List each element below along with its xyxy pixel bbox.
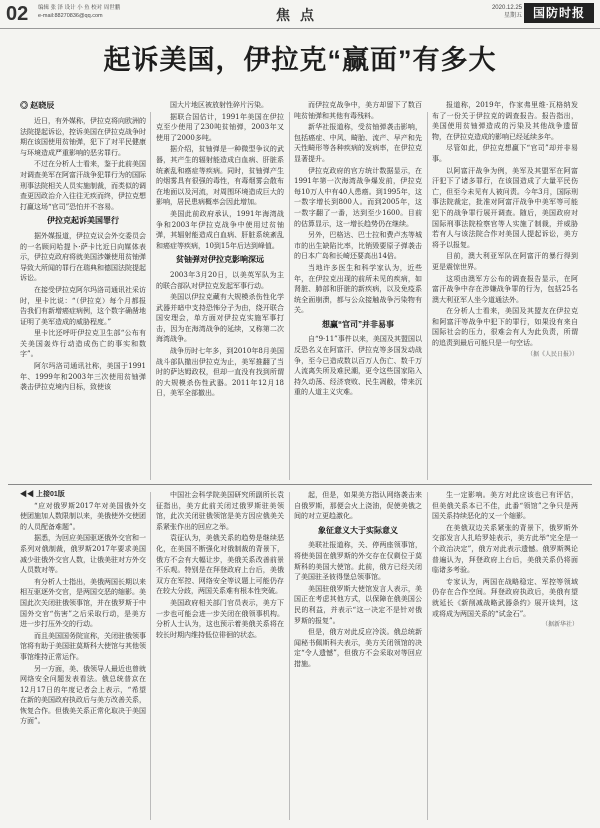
continued-column-4 — [432, 490, 578, 820]
paragraph: 美国驻俄罗斯大使馆发言人表示，美国正在考虑其他方式，以保障在俄美国公民的利益，并表示“这一决定不是针对俄罗斯的报复”。 — [294, 584, 422, 625]
paragraph: 而伊拉克战争中，美方却留下了数百吨贫铀弹和其他有毒残料。 — [294, 101, 422, 120]
newspaper-logo: 国防时报 — [524, 3, 594, 23]
paragraph: 阿尔玛洛司通讯社称，美国于1991年、1999年和2003年三次使用贫铀弹袭击伊拉克境内目标，致使该 — [20, 362, 146, 392]
paragraph: 美国此前政府承认，1991年海湾战争和2003年伊拉克战争中使用过贫铀弹，其辐射能造成白血病、肝脏系统紊乱和癌症等疾病，10到15年后达到峰值。 — [156, 209, 284, 250]
subheading: 想赢“官司”并非易事 — [322, 319, 394, 329]
column-divider — [150, 112, 151, 480]
continued-column-3 — [294, 490, 422, 820]
paragraph: 中国社会科学院美国研究所副所长袁征指出，美方此前关闭过俄罗斯驻美领馆，此次关闭驻俄领馆是美方因应俄美关系紧张作出的回应之举。 — [156, 491, 284, 531]
paragraph: 起，但是，如果美方指认网络袭击来自俄罗斯，那便会火上浇油，促使美俄之间的对立更趋激化。 — [294, 491, 422, 521]
paragraph: 在美俄双边关系紧张的背景下，俄罗斯外交部发言人扎哈罗娃表示，美方此举“完全是一个政治决定”，俄方对此表示遗憾。俄罗斯舆论普遍认为，拜登政府上台后，美俄关系仍将面临诸多考验。 — [432, 523, 578, 575]
paragraph: 专家认为，两国在战略稳定、军控等领域仍存在合作空间。拜登政府执政后，美俄有望就延长《新削减战略武器条约》展开谈判，这或将成为两国关系的“试金石”。 — [432, 577, 578, 618]
paragraph: 这项由澳军方公布的调查报告显示，在阿富汗战争中存在涉嫌战争罪的行为，包括25名澳大利亚军人坐今道通法外。 — [432, 274, 578, 304]
source-credit: （据新华社） — [541, 621, 578, 629]
paragraph: 新华社报道称，受贫铀弹袭击影响，包括癌症、中风、畸胎、流产、早产和先天性畸形等各种疾病的发病率，在伊拉克显著提升。 — [294, 123, 422, 163]
section-divider — [8, 484, 592, 485]
paragraph: 而且美国国务院宣称，关闭驻俄领事馆将有助于美国驻莫斯科大使馆与其他领事馆维持正常运作。 — [20, 631, 146, 661]
column-divider — [150, 492, 151, 820]
paragraph: 美国政府相关部门官员表示，美方下一步也可能会进一步关闭在俄领事机构。分析人士认为，这也预示着美俄关系将在较长时期内维持低位徘徊的状态。 — [156, 598, 284, 639]
weekday: 星期五 — [503, 13, 522, 19]
column-divider — [427, 112, 428, 480]
paragraph: 有分析人士指出，美俄两国长期以来相互驱逐外交官，是两国交恶的缩影。美国此次关闭驻俄领事馆，并在俄罗斯于中国外交官“伤害”之后采取行动，是美方进一步打压外交的行动。 — [20, 577, 146, 629]
section-title: 焦点 — [276, 7, 324, 23]
paragraph: 战争历时七年多，到2010年8月美国战斗部队撤出伊拉克为止，美军推翻了当时的萨达姆政权，但却一直没有找到所谓的大规模杀伤性武器。2011年12月18日，美军全部撤出。 — [156, 347, 284, 398]
editor-line: 编辑 张 泽 设计 小 鱼 校对 周世鹏 — [38, 5, 121, 11]
subheading: 象征意义大于实际意义 — [318, 525, 398, 535]
paragraph: 据介绍，贫铀弹是一种微型争议的武器，其产生的辐射能造成白血病、肝脏系统紊乱和癌症等疾病。同时，贫铀弹产生的烟雾具有很强的毒性，有毒烟雾会散布在地面以及河流，对周围环境造成巨大的影响，居民患病概率会因此增加。 — [156, 145, 284, 207]
paragraph: 以阿富汗战争为例，美军及其盟军在阿富汗犯下了诸多罪行，在该国造成了大量平民伤亡，但至今未见有人被问责。今年3月，国际刑事法院裁定，批准对阿富汗战争中美军等可能犯下的战争罪行展开调查。随后，美国政府对国际刑事法院检察官等人实施了制裁，并威胁若有人与该法院合作对美国人提起诉讼，美方将予以报复。 — [432, 166, 578, 249]
source-credit: （据《人民日报》） — [526, 350, 578, 358]
paragraph: 生一定影响。美方对此应该也已有评估，但美俄关系本已不佳，此番“领馆”之争只是两国关系持续恶化的又一个缩影。 — [432, 491, 578, 521]
column-divider — [427, 492, 428, 820]
column-divider — [289, 492, 290, 820]
column-divider — [289, 112, 290, 480]
paragraph: 美国以伊拉克藏有大规模杀伤性化学武器并暗中支持恐怖分子为由，绕开联合国安理会，单方面对伊拉克实施军事打击，因为在海湾战争的延续，又称第二次海湾战争。 — [156, 293, 284, 344]
byline: ◎ 赵晓辰 — [20, 101, 55, 110]
paragraph: 报道称，2019年，作家弗里维·瓦格纳发布了一份关于伊拉克的调查报告。报告指出，美国使用贫铀弹造成的污染及其他战争遗留物，在伊拉克造成的影响已经延续多年。 — [432, 101, 578, 141]
date: 2020.12.25 — [491, 5, 522, 11]
continued-from-tag: ◀◀ 上接01版 — [20, 491, 65, 498]
paragraph: 不过在分析人士看来，鉴于此前美国对调查美军在阿富汗战争犯罪行为的国际刑事法院相关人员实施制裁，而类似的调查更因政治介入往往无疾而终，伊拉克想打赢这场“官司”恐怕并不容易。 — [20, 160, 146, 211]
paragraph: 国大片地区被放射性碎片污染。 — [170, 101, 268, 109]
paragraph: 尽管如此，伊拉克想赢下“官司”却并非易事。 — [432, 144, 578, 163]
subheading: 伊拉克起诉美国罪行 — [47, 216, 119, 226]
paragraph: “应对俄罗斯2017年对美国俄外交使团施加人数限制以来，美俄使外交使团的人员配备难题”。 — [20, 501, 146, 531]
article-column-1 — [20, 116, 146, 480]
paragraph: 在分析人士看来，美国及其盟友在伊拉克和阿富汗等战争中犯下的罪行，如果没有来自国际社会的压力，很难会有人为此负责，所谓的追责到最后可能只是一句空话。 — [432, 307, 578, 348]
paragraph: 另外，巴格达、巴士拉和费卢杰等城市的出生缺陷比率，比销毁要原子弹袭击的日本广岛和长崎还要高出14倍。 — [294, 231, 422, 261]
page-number: 02 — [6, 3, 29, 25]
editor-email: e-mail:88270836@qq.com — [38, 13, 103, 19]
article-column-3 — [294, 100, 422, 480]
paragraph: 据联合国估计，1991年美国在伊拉克至少使用了230吨贫铀弹，2003年又使用了2000多吨。 — [156, 112, 284, 142]
article-column-4 — [432, 100, 578, 480]
paragraph: 近日，有外媒称，伊拉克将向欧洲的法院提起诉讼，控诉美国在伊拉克战争时期在该国使用贫铀弹，犯下了对平民健康与环境造成严重影响的恶劣罪行。 — [20, 117, 146, 157]
headline: 起诉美国，伊拉克“赢面”有多大 — [103, 45, 497, 75]
paragraph: 但是，俄方对此反应冷淡。俄总统新闻秘书佩斯科夫表示，美方关闭领馆的决定“令人遗憾”，但俄方不会采取对等回应措施。 — [294, 628, 422, 668]
paragraph: 2003年3月20日，以美英军队为主的联合部队对伊拉克发起军事行动。 — [156, 270, 284, 290]
paragraph: 另一方面，美、俄领导人最近也曾就网络安全问题发表看法。俄总统普京在12月17日的年度记者会上表示，“希望在新的美国政府执政后与美方改善关系，恢复合作。但俄美关系正常化取决于美国方面”。 — [20, 664, 146, 726]
paragraph: 目前，澳大利亚军队在阿富汗的暴行得到更是震惊世界。 — [432, 252, 578, 271]
paragraph: 伊拉克政府的官方统计数据显示，在1991年第一次海湾战争爆发前，伊拉克每10万人中有40人患癌。到1995年，这一数字增长到800人。而到2005年，这一数字翻了一番，达到至少1600。目前的估算显示，这一增长趋势仍在继续。 — [294, 166, 422, 228]
paragraph: 在接受伊拉克阿尔玛洛司通讯社采访时，里卡比说：“（伊拉克）每个月都报告我们有新增癌症病例，这个数字确凿地证明了美军造成的威胁程度。” — [20, 285, 146, 326]
continued-column-1 — [20, 490, 146, 820]
subheading: 贫铀弹对伊拉克影响深远 — [176, 255, 264, 265]
paragraph: 当地许多医生和科学家认为，近些年，在伊拉克出现的前所未见的疾病，如肾脏、肺部和肝脏的新疾病，以及免疫系统全面崩溃，都与公众接触战争污染物有关。 — [294, 263, 422, 315]
paragraph: 自“9·11”事件以来，美国及其盟国以反恐名义在阿富汗、伊拉克等多国发动战争，至今已造成数以百万人伤亡、数千万人流离失所及难民潮，更令这些国家陷入持久动荡、经济衰败、民生凋敝，带来沉重的人道主义灾难。 — [294, 335, 422, 397]
paragraph: 据外媒报道，伊拉克议会外交委员会的一名顾问哈提卜·萨卡比近日向媒体表示，伊拉克政府将就美国涉嫌使用贫铀弹导致大所闻的罪行在瑞典和德国法院提起诉讼。 — [20, 231, 146, 283]
continued-column-2 — [156, 490, 284, 820]
paragraph: 据悉，为回应美国驱逐俄外交官和一系列对俄制裁，俄罗斯2017年要求美国减少驻俄外交官人数，让俄美驻对方外交人员数对等。 — [20, 534, 146, 575]
paragraph: 里卡比还呼吁伊拉克卫生部“公布有关美国轰炸行动造成伤亡的事实和数字”。 — [20, 329, 146, 359]
paragraph: 美联社报道称，关、停两座领事馆，将使美国在俄罗斯的外交存在仅剩位于莫斯科的美国大使馆。此前，俄方已经关闭了美国驻圣彼得堡总领事馆。 — [294, 541, 422, 582]
page-header — [0, 0, 600, 29]
paragraph: 袁征认为，美俄关系的趋势是继续恶化，在美国不断强化对俄制裁的背景下，俄方不会有大幅让步，美俄关系改善前景不乐观。特别是在拜登政府上台后，美俄双方在军控、网络安全等议题上可能仍存在较大分歧，两国关系难有根本性突破。 — [156, 534, 284, 596]
issue-date — [470, 4, 522, 20]
article-column-2 — [156, 100, 284, 480]
